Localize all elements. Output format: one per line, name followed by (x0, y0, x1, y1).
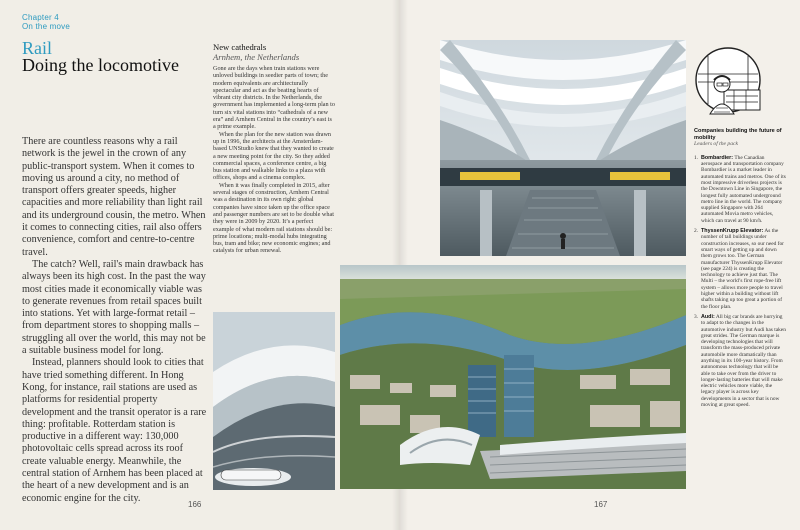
company-description: As the number of tall buildings under construction increases, so our need for smart ways of getting up and down them grows too. The German manufacturer ThyssenKrupp Elevator (see page 224) is creating the technology to achieve just that. The Multi – the world’s first rope-free lift system – allows more people to travel higher within a building without lift shafts taking up too great a portion of the floor plan. (701, 228, 784, 310)
person-illustration (694, 44, 762, 120)
section-label: Rail (22, 38, 52, 58)
sidebar-title: Companies building the future of mobility (694, 128, 782, 141)
list-number: 2. (694, 228, 699, 235)
article-column (213, 42, 335, 255)
company-description: All big car brands are hurrying to adapt to the changes in the automotive industry but Audi has taken great strides. The German marque is developing technologies that will transform the mass-produced private automobile more dramatically than anything in its 100-year history. From autonomous technology that will be able to take over from the driver to longer-lasting batteries that will make electric vehicles more viable, the legacy player is across key developments in a sector that is now moving at great speed. (701, 313, 786, 409)
list-number: 3. (694, 313, 699, 320)
page-number-right: 167 (594, 500, 608, 509)
body-text (22, 136, 208, 505)
company-name: Audi: (701, 313, 715, 320)
company-name: ThyssenKrupp Elevator: (701, 228, 764, 235)
company-name: Bombardier: (701, 154, 734, 161)
article-text (213, 65, 335, 255)
station-detail-photo (213, 312, 335, 490)
sidebar-subtitle: Leaders of the pack (694, 141, 738, 148)
page-title: Doing the locomotive (22, 55, 179, 75)
chapter-header (22, 13, 70, 31)
list-item (694, 314, 786, 408)
list-number: 1. (694, 154, 699, 161)
list-item (694, 228, 786, 310)
article-subheading: Arnhem, the Netherlands (213, 52, 300, 62)
list-item (694, 155, 786, 224)
companies-sidebar (694, 128, 786, 412)
body-paragraph: There are countless reasons why a rail network is the jewel in the crown of any public-transport system. When it comes to moving us around a city, no method of transport offers greater speeds, higher capacities and more reliability than light rail and its underground cousin, the metro. When it comes to connecting cities, rail also offers convenience, comfort and centre-to-centre travel. (22, 136, 206, 258)
station-interior-photo (440, 40, 686, 256)
chapter-label: Chapter 4 (22, 13, 59, 22)
article-heading: New cathedrals (213, 42, 267, 52)
company-description: The Canadian aerospace and transportation company Bombardier is a market leader in automated trains and metros. One of its most impressive driverless projects is the Downtown Line in Singapore, the longest fully automated underground metro line in the world. The company supplied Singapore with 264 automated Movia metro vehicles, which can travel at 90 km/h. (701, 154, 786, 224)
article-paragraph: When the plan for the new station was drawn up in 1996, the architects at the Amsterdam-based UNStudio knew that they wanted to create a new meeting point for the city. So they added commercial spaces, a conference centre, a big bus station and walkable links to a plaza with offices, shops and a cinema complex. (213, 130, 334, 182)
page-number-left: 166 (188, 500, 202, 509)
body-paragraph: The catch? Well, rail's main drawback has always been its high cost. In the past the way most cities made it economically viable was to generate revenues from retail spaces built into stations. Yet with large-format retail – from department stores to shopping malls – struggling all over the world, this may not be a suitable business model for long. (22, 258, 206, 357)
companies-list (694, 155, 786, 409)
chapter-title: On the move (22, 22, 71, 31)
body-paragraph: Instead, planners should look to cities that have tried something different. In Hong Kong, for instance, rail stations are used as platforms for residential property development and the transit operator is a rare thing: profitable. Rotterdam station is productive in a different way: 130,000 photovoltaic cells spread across its roof create valuable energy. Meanwhile, the central station of Arnhem has been placed at the heart of a new development and is an economic engine for the city. (22, 357, 207, 504)
arnhem-aerial-photo (340, 265, 686, 489)
article-paragraph: Gone are the days when train stations were unloved buildings in seedier parts of town; the modern equivalents are architecturally spectacular and act as the beating hearts of vibrant city districts. In the Netherlands, the government has implemented a long-term plan to turn six vital stations into “cathedrals of a new era” and Arnhem Central in the country’s east is a prime example. (213, 65, 335, 131)
article-paragraph: When it was finally completed in 2015, after several stages of construction, Arnhem Central was a destination in its own right: global companies have since taken up the office space and passenger numbers are set to be double what they were in 2009 by 2020. It’s a perfect example of what modern rail stations should be: prime locations; multi-modal hubs integrating bus, tram and bike; new economic engines; and catalysts for urban renewal. (213, 181, 334, 255)
